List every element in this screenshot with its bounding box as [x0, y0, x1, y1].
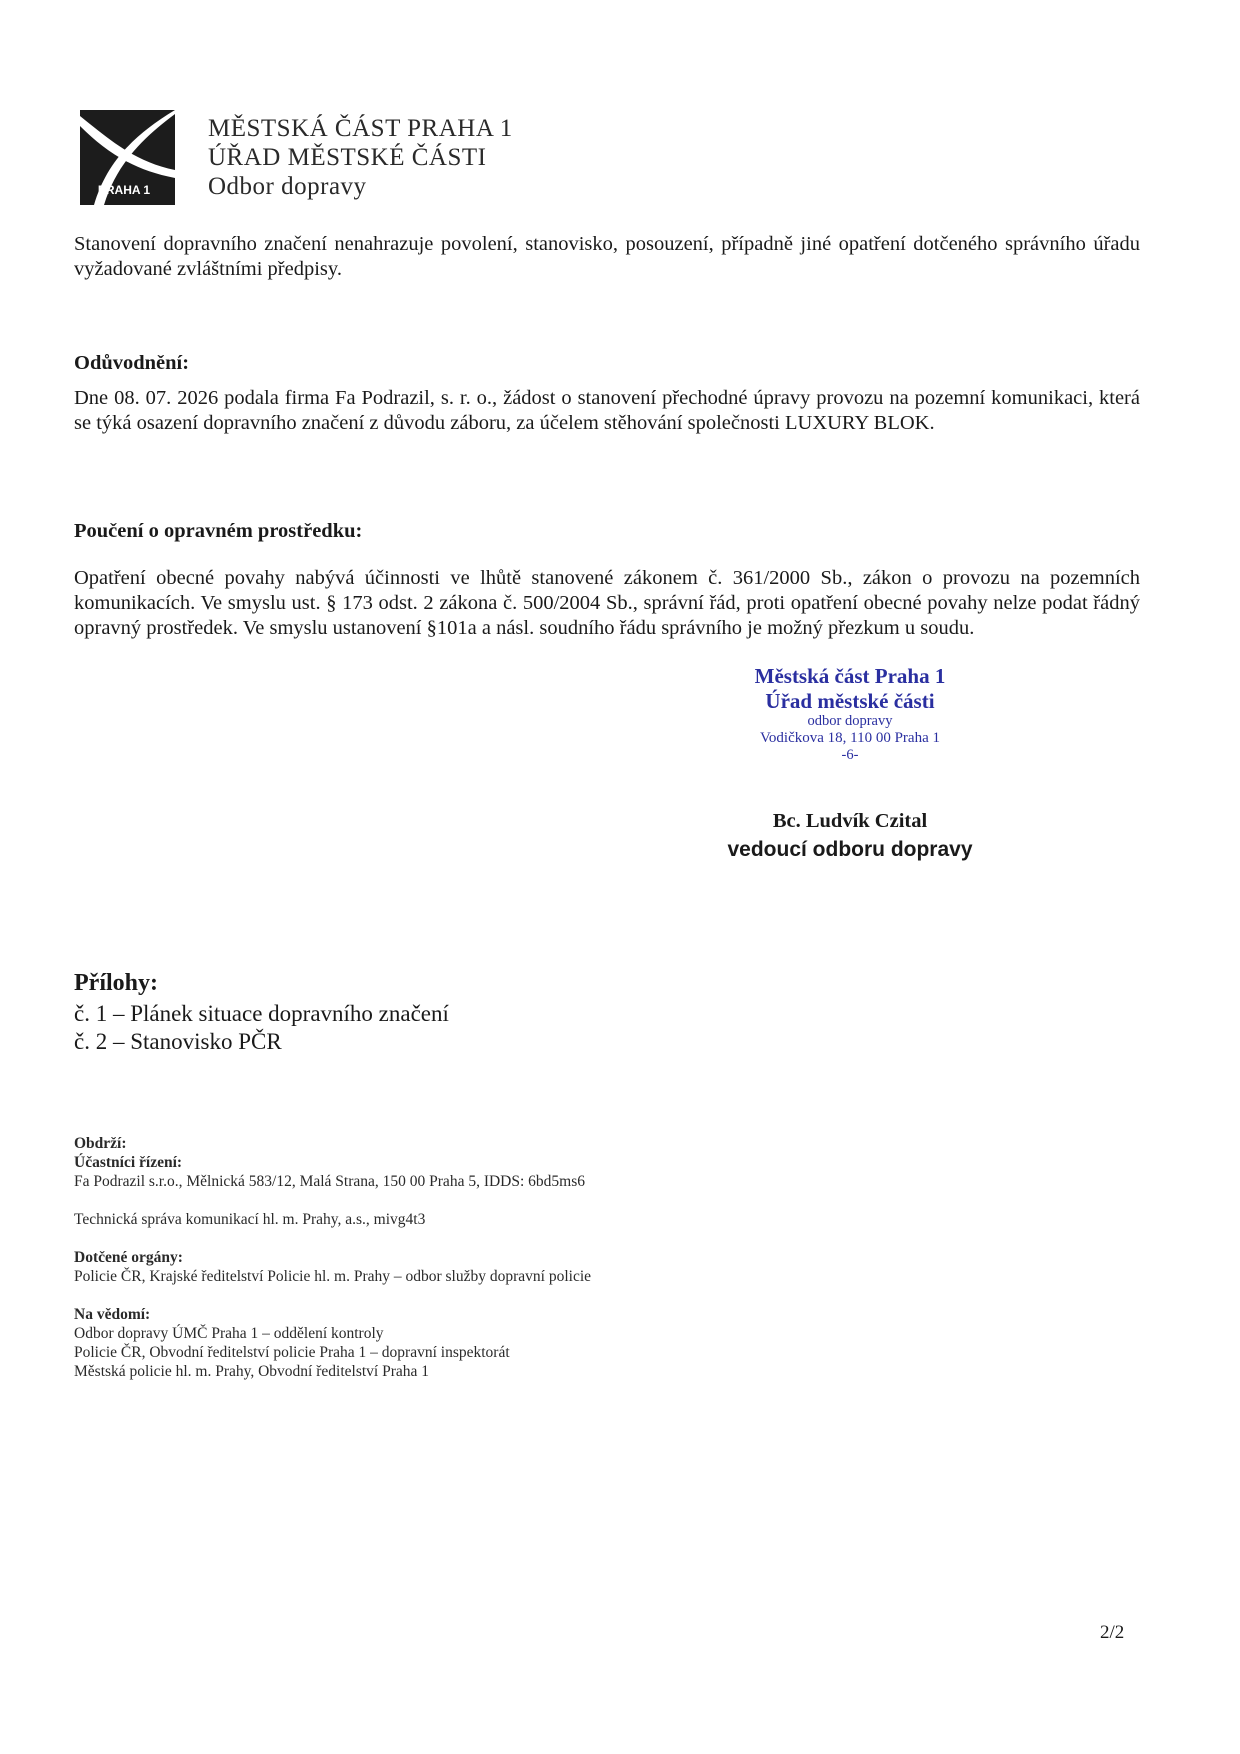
attachments-list: [74, 1000, 449, 1056]
stamp-line-5: -6-: [841, 747, 859, 763]
appeal-paragraph: Opatření obecné povahy nabývá účinnosti ve lhůtě stanovené zákonem č. 361/2000 Sb., zákon o provozu na pozemních komunikacích. Ve smyslu ust. § 173 odst. 2 zákona č. 500/2004 Sb., správní řád, proti opatření obecné povahy nelze podat řádný opravný prostředek. Ve smyslu ustanovení §101a a násl. soudního řádu správního je možný přezkum u soudu.: [74, 567, 1140, 639]
stamp-line-1: Městská část Praha 1: [754, 664, 946, 688]
stamp-line-3: odbor dopravy: [807, 713, 893, 729]
stamp-line-2: Úřad městské části: [765, 689, 935, 713]
org-line-2: ÚŘAD MĚSTSKÉ ČÁSTI: [208, 144, 487, 171]
justification-heading: Odůvodnění:: [74, 352, 190, 374]
org-line-3: Odbor dopravy: [208, 173, 367, 200]
intro-paragraph: Stanovení dopravního značení nenahrazuje povolení, stanovisko, posouzení, případně jiné opatření dotčeného správního úřadu vyžadované zvláštními předpisy.: [74, 233, 1140, 280]
attachment-item: č. 1 – Plánek situace dopravního značení: [74, 1001, 449, 1026]
recipients-heading: Obdrží:: [74, 1135, 127, 1152]
authorities-label: Dotčené orgány:: [74, 1249, 183, 1266]
stamp-line-4: Vodičkova 18, 110 00 Praha 1: [760, 730, 940, 746]
signatory-name: Bc. Ludvík Czital: [772, 810, 928, 832]
recipients-block: [74, 1134, 591, 1381]
participant-item: Technická správa komunikací hl. m. Prahy, a.s., mivg4t3: [74, 1211, 426, 1228]
participant-item: Fa Podrazil s.r.o., Mělnická 583/12, Malá Strana, 150 00 Praha 5, IDDS: 6bd5ms6: [74, 1173, 586, 1190]
participants-label: Účastníci řízení:: [74, 1154, 183, 1171]
org-line-1: MĚSTSKÁ ČÁST PRAHA 1: [208, 115, 513, 142]
appeal-heading: Poučení o opravném prostředku:: [74, 520, 363, 542]
notice-item: Policie ČR, Obvodní ředitelství policie Praha 1 – dopravní inspektorát: [74, 1344, 510, 1361]
office-stamp: [700, 664, 1000, 763]
signatory-title: vedoucí odboru dopravy: [727, 838, 973, 861]
notice-item: Městská policie hl. m. Prahy, Obvodní ředitelství Praha 1: [74, 1363, 430, 1380]
notice-label: Na vědomí:: [74, 1306, 151, 1323]
authority-item: Policie ČR, Krajské ředitelství Policie hl. m. Prahy – odbor služby dopravní policie: [74, 1268, 592, 1285]
attachments-heading: Přílohy:: [74, 970, 158, 996]
notice-item: Odbor dopravy ÚMČ Praha 1 – oddělení kontroly: [74, 1325, 384, 1342]
organization-header: [208, 114, 513, 201]
page-number: 2/2: [1100, 1622, 1125, 1643]
justification-paragraph: Dne 08. 07. 2026 podala firma Fa Podrazil, s. r. o., žádost o stanovení přechodné úpravy provozu na pozemní komunikaci, která se týká osazení dopravního značení z důvodu záboru, za účelem stěhování společnosti LUXURY BLOK.: [74, 387, 1140, 434]
praha1-logo: [80, 110, 175, 205]
logo-text: PRAHA 1: [97, 183, 151, 197]
attachment-item: č. 2 – Stanovisko PČR: [74, 1029, 282, 1054]
